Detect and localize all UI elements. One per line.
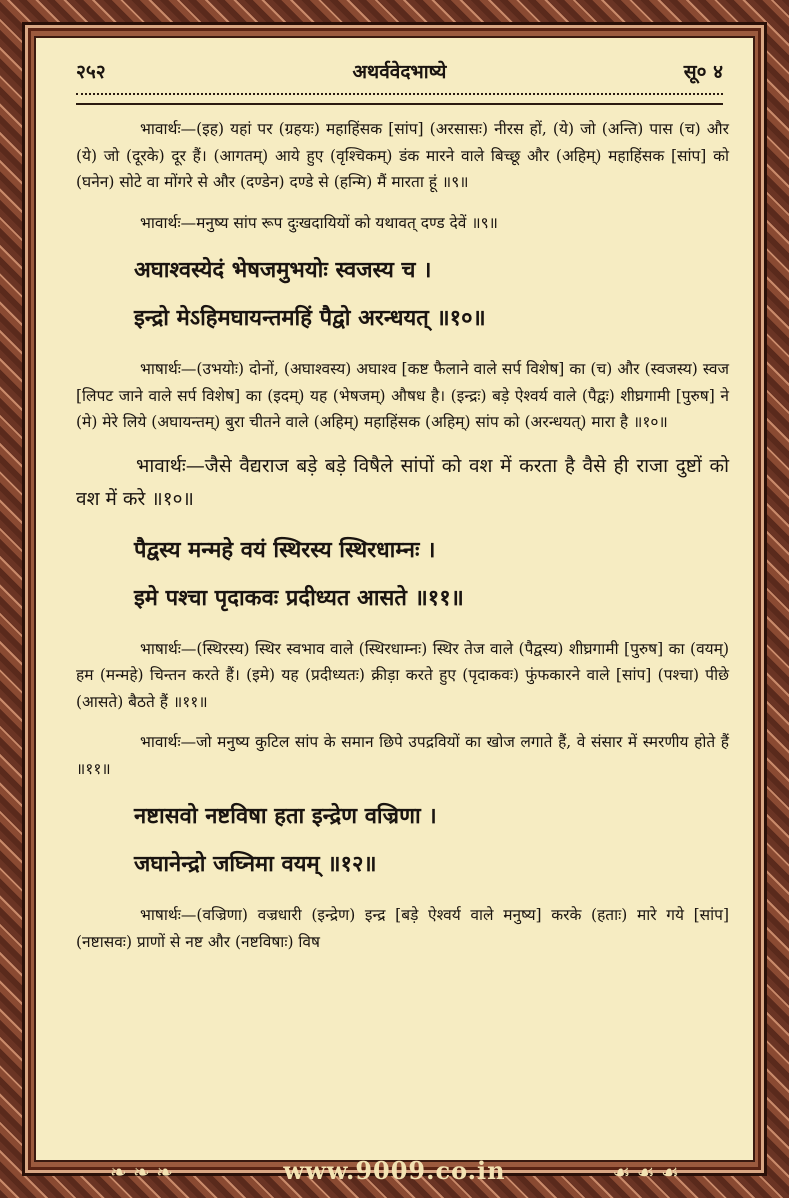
verse-line: अघाश्वस्येदं भेषजमुभयोः स्वजस्य च । — [134, 257, 432, 283]
book-page — [36, 38, 753, 1160]
commentary-paragraph: भावार्थः—(इह) यहां पर (ग्रहयः) महाहिंसक [सांप] (अरसासः) नीरस हों, (ये) जो (अन्ति) पास (च) और (ये) जो (दूरके) दूर हैं। (आगतम्) आये हुए (वृश्चिकम्) डंक मारने वाले बिच्छू और (अहिम्) महाहिंसक [सांप] को (घनेन) सोटे वा मोंगरे से और (दण्डेन) दण्डे से (हन्मि) मैं मारता हूं ॥९॥ — [76, 120, 729, 191]
page-header — [76, 58, 723, 90]
footer-url[interactable]: www.9009.co.in — [283, 1156, 506, 1185]
verse-line: पैद्वस्य मन्महे वयं स्थिरस्य स्थिरधाम्नः । — [134, 536, 436, 563]
bhavarth-paragraph: भावार्थः—मनुष्य सांप रूप दुःखदायियों को यथावत् दण्ड देवें ॥९॥ — [140, 213, 498, 232]
bhavarth-paragraph: भावार्थः—जो मनुष्य कुटिल सांप के समान छिपे उपद्रवियों का खोज लगाते हैं, वे संसार में स्मरणीय होते हैं ॥११॥ — [76, 733, 729, 778]
verse-line: नष्टासवो नष्टविषा हता इन्द्रेण वज्रिणा । — [134, 803, 437, 829]
section-label: सू० ४ — [683, 61, 723, 83]
page-content — [76, 116, 729, 969]
verse-line: इमे पश्चा पृदाकवः प्रदीध्यत आसते ॥११॥ — [134, 584, 464, 611]
swirl-ornament-icon: ❧ ❧ ❧ — [110, 1160, 173, 1184]
swirl-ornament-icon: ☙ ☙ ☙ — [612, 1160, 679, 1184]
commentary-paragraph: भाषार्थः—(स्थिरस्य) स्थिर स्वभाव वाले (स्थिरधाम्नः) स्थिर तेज वाले (पैद्वस्य) शीघ्रगामी [पुरुष] का (वयम्) हम (मन्महे) चिन्तन करते हैं। (इमे) यह (प्रदीध्यतः) क्रीड़ा करते हुए (पृदाकवः) फुंफकारने वाले [सांप] (पश्चा) पीछे (आसते) बैठते हैं ॥११॥ — [76, 639, 729, 711]
running-title: अथर्ववेदभाष्ये — [352, 61, 447, 83]
page-number: २५२ — [76, 61, 106, 83]
commentary-paragraph: भाषार्थः—(उभयोः) दोनों, (अघाश्वस्य) अघाश्व [कष्ट फैलाने वाले सर्प विशेष] का (च) और (स्वजस्य) स्वज [लिपट जाने वाले सर्प विशेष] का (इदम्) यह (भेषजम्) औषध है। (इन्द्रः) बड़े ऐश्वर्य वाले (पैद्वः) शीघ्रगामी [पुरुष] ने (मे) मेरे लिये (अघायन्तम्) बुरा चीतने वाले (अहिम्) महाहिंसक (अहिम्) सांप को (अरन्धयत्) मारा है ॥१०॥ — [76, 360, 729, 431]
verse-line: इन्द्रो मेऽहिमघायन्तमहिं पैद्वो अरन्धयत् ॥१०॥ — [134, 305, 486, 331]
header-rule — [76, 93, 723, 105]
commentary-paragraph: भाषार्थः—(वज्रिणा) वज्रधारी (इन्द्रेण) इन्द्र [बड़े ऐश्वर्य वाले मनुष्य] करके (हताः) मारे गये [सांप] (नष्टासवः) प्राणों से नष्ट और (नष्टविषाः) विष — [76, 906, 729, 951]
verse-line: जघानेन्द्रो जघ्निमा वयम् ॥१२॥ — [134, 851, 377, 877]
bhavarth-paragraph: भावार्थः—जैसे वैद्यराज बड़े बड़े विषैले सांपों को वश में करता है वैसे ही राजा दुष्टों को वश में करे ॥१०॥ — [76, 454, 729, 510]
